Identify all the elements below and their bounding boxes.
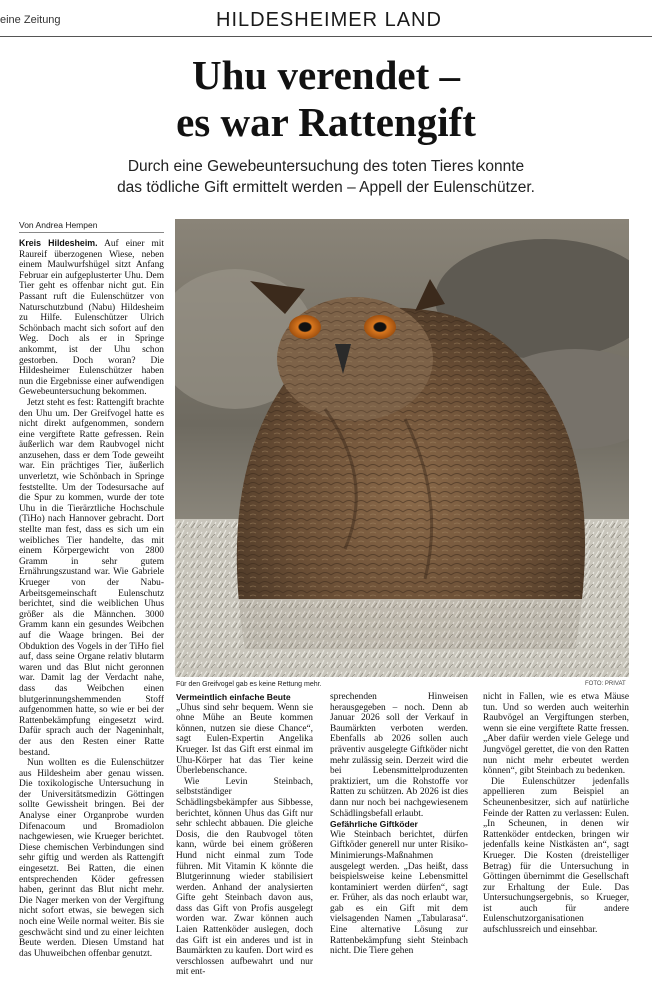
article-column-3 — [330, 692, 468, 998]
paragraph: nicht in Fallen, wie es etwa Mäuse tun. Und so werden auch weiterhin Raubvögel an Vergiftungen sterben, wenn sie eine vergiftete Ratte fressen. „Aber dafür werden viele Gelege und Jungvögel gerettet, die von den Ratten nun nicht mehr erbeutet werden können“, gibt Steinbach zu bedenken. — [483, 692, 629, 777]
article-column-4 — [483, 692, 629, 998]
byline: Von Andrea Hempen — [19, 220, 98, 230]
headline-line-1: Uhu verendet – — [191, 52, 461, 98]
article-subheadline — [60, 156, 592, 198]
article-column-1 — [19, 238, 164, 998]
page-header — [0, 0, 652, 34]
section-title: HILDESHEIMER LAND — [216, 9, 442, 31]
paragraph: Die Eulenschützer jedenfalls appellieren zum Beispiel an Scheunenbesitzer, sich auf natürliche Feinde der Ratten zu verlassen: Eulen. „In Scheunen, in denen wir Rattenköder entdecken, bringen wir jedenfalls keine Nistkästen an“, sagt Krueger. Die Kosten (dreistelliger Betrag) für die Untersuchung in Göttingen übernimmt die Gesellschaft zur Erhaltung der Eule. Das Untersuchungsergebnis, so Krueger, ist auch für andere Eulenschutzorganisationen aufschlussreich und einsehbar. — [483, 776, 629, 936]
headline-line-2: es war Rattengift — [176, 99, 476, 145]
paragraph: Jetzt steht es fest: Rattengift brachte den Uhu um. Der Greifvogel hatte es nicht direkt aufgenommen, sondern eine vergiftete Ratte gefressen. Rein äußerlich war dem Raubvogel nicht anzusehen, dass er dem Tode geweiht war. Ein prächtiges Tier, äußerlich unverletzt, wie Schönbach in Springe feststellte. Um der Todesursache auf die Spur zu kommen, wurde der tote Uhu in die Tierärztliche Hochschule (TiHo) nach Hannover gebracht. Dort stellte man fest, dass es sich um ein weibliches Tier handelte, das mit einem Körpergewicht von 2800 Gramm in sehr gutem Ernährungszustand war. Wie Gabriele Krueger von der Nabu-Arbeitsgemeinschaft Eulenschutz berichtet, sind die weiblichen Uhus größer als die Männchen. 3000 Gramm kann ein gesundes Weibchen auf die Waage bringen. Bei der Obduktion des Vogels in der TiHo fiel auf, dass seine Organe relativ blutarm waren und das Blut nicht geronnen war. Damit lag der Verdacht nahe, dass das Weibchen einen blutgerinnungshemmenden Stoff aufgenommen hatte, so wie er bei der Rattenbekämpfung eingesetzt wird. Dafür sprach auch der Nageninhalt, der aus den Resten einer Ratte bestand. — [19, 397, 164, 758]
paragraph: Wie Levin Steinbach, selbstständiger Schädlingsbekämpfer aus Sibbesse, berichtet, können Uhus das Gift nur sehr schlecht abbauen. Die gleiche Dosis, die den Raubvogel töten kann, würde bei einem größeren Hund nicht einmal zum Tode führen. Mit Vitamin K könnte die Blutgerinnung wieder stabilisiert werden. Anhand der analysierten Gifte geht Steinbach davon aus, dass das Gift von Profis ausgelegt worden war. Zwar können auch Laien Rattenköder auslegen, doch das Gift ist ein anderes und ist in Baumärkten zu kaufen. Dort wird es verschlossen aufbewahrt und nur mit ent- — [176, 776, 313, 978]
newspaper-name: eine Zeitung — [0, 14, 61, 26]
paragraph — [19, 238, 164, 398]
paragraph: Wie Steinbach berichtet, dürfen Giftköder generell nur unter Risiko-Minimierungs-Maßnahmen ausgelegt werden. „Das heißt, dass beispielsweise keine Lebensmittel kontaminiert werden dürfen“, sagt er. Früher, als das noch erlaubt war, gab es ein Gift mit dem vielsagenden Namen „Tabularasa“. Eine alternative Lösung zur Rattenbekämpfung sieht Steinbach nicht. Die Tiere gehen — [330, 829, 468, 957]
header-divider — [0, 36, 652, 37]
paragraph-text: Auf einer mit Raureif überzogenen Wiese, neben einem Maulwurfshügel sitzt Anfang Februar ein aufgeplusterter Uhu. Dem Tier geht es offenbar nicht gut. Ein Passant ruft die Eulenschützer von Naturschutzbund (Nabu) Hildesheim zu Hilfe. Eulenschützer Ulrich Schönbach macht sich sofort auf den Weg. Doch als er in Springe ankommt, ist der Uhu schon gestorben. Doch woran? Die Hildesheimer Eulenschützer haben nun die Ergebnisse einer aufwendigen Gewebeuntersuchung bekommen. — [19, 239, 164, 398]
photo-credit: FOTO: PRIVAT — [585, 681, 626, 687]
paragraph: Nun wollten es die Eulenschützer aus Hildesheim aber genau wissen. Die toxikologische Untersuchung in der Universitätsmedizin Göttingen sollte Gewissheit bringen. Bei der Analyse einer Organprobe wurden Difenacoum und Bromadiolon nachgewiesen, wie Krueger berichtet. Diese chemischen Verbindungen sind sehr giftig und werden als Rattengift eingesetzt. Bei Ratten, die einen entsprechenden Köder gefressen haben, gerinnt das Blut nicht mehr. Die Nager merken von der Vergiftung nicht sofort etwas, sie bewegen sich noch eine Weile normal weiter. Bis sie geschwächt sind und zu einer leichten Beute werden. Diesen Umstand hat das Uhuweibchen offenbar genutzt. — [19, 758, 164, 959]
byline-divider — [19, 232, 164, 233]
paragraph: sprechenden Hinweisen herausgegeben – noch. Denn ab Januar 2026 soll der Verkauf in Baumärkten verboten werden. Ebenfalls ab 2026 sollen auch präventiv ausgelegte Giftköder nicht mehr zulässig sein. Derzeit wird die bei Lebensmittelproduzenten praktiziert, um die Rohstoffe vor Ratten zu schützen. Ab 2026 ist dies dann nur noch bei nachgewiesenem Schädlingsbefall erlaubt. — [330, 692, 468, 819]
article-column-2 — [176, 692, 313, 998]
subheadline-line-1: Durch eine Gewebeuntersuchung des toten Tieres konnte — [127, 158, 525, 175]
section-subheading: Gefährliche Giftköder — [330, 819, 418, 830]
subheadline-line-2: das tödliche Gift ermittelt werden – Appell der Eulenschützer. — [117, 179, 535, 196]
owl-photo — [175, 219, 629, 677]
paragraph: „Uhus sind sehr bequem. Wenn sie ohne Mühe an Beute kommen können, nutzen sie diese Chance“, sagt Eulen-Expertin Angelika Krueger. Ist das Gift erst einmal im Uhu-Körper hat das Tier keine Überlebenschance. — [176, 702, 313, 777]
section-subheading: Vermeintlich einfache Beute — [176, 692, 291, 702]
photo-caption: Für den Greifvogel gab es keine Rettung mehr. — [176, 681, 322, 688]
article-headline — [0, 52, 652, 146]
owl-image — [175, 219, 629, 677]
dateline: Kreis Hildesheim. — [19, 238, 98, 248]
